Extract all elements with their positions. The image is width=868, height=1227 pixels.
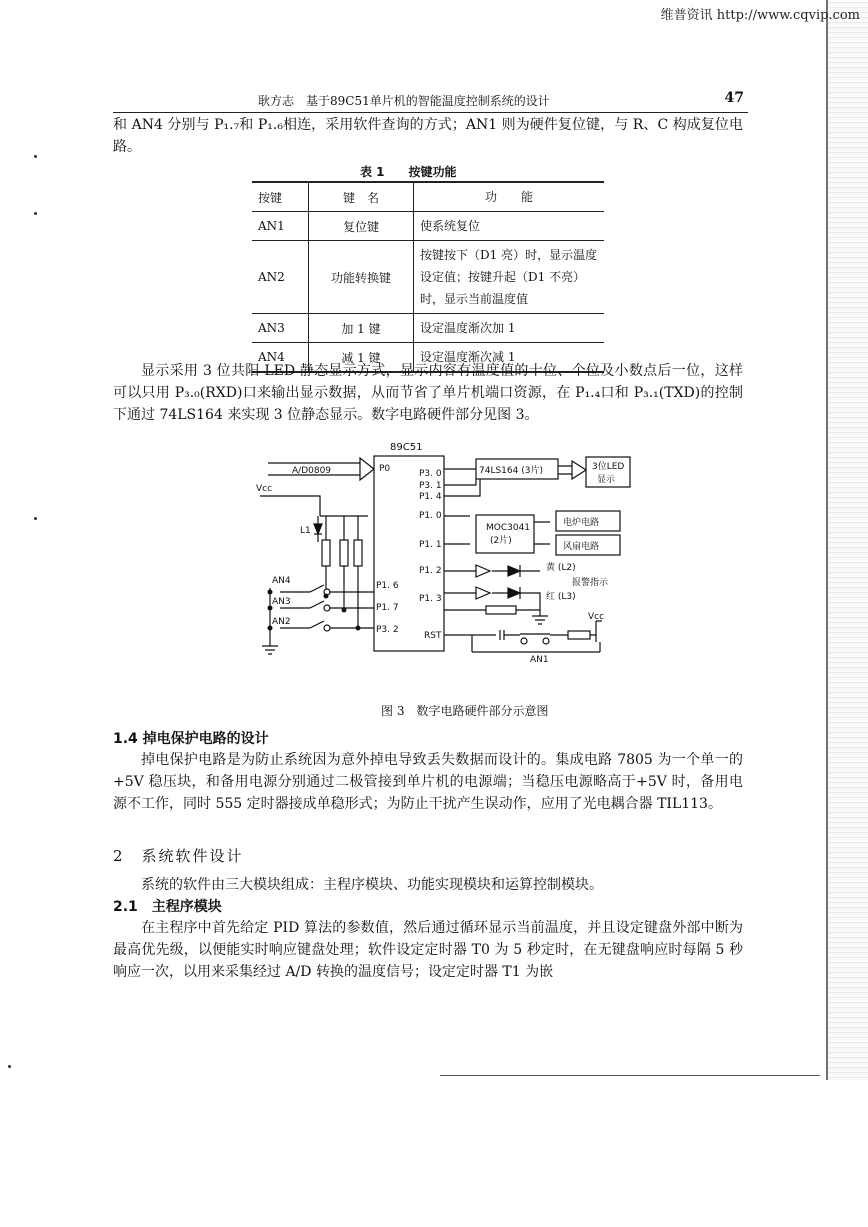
table-cell-key: AN4 [252,343,309,373]
vcc-right: Vcc [588,612,605,622]
moc-label-2: (2片) [490,536,512,546]
section-2-body: 系统的软件由三大模块组成：主程序模块、功能实现模块和运算控制模块。 [141,877,603,893]
section-2-title: 2 系统软件设计 [113,847,244,865]
yellow-label: 黄 (L2) [546,563,576,573]
figure-caption: 图 3 数字电路硬件部分示意图 [381,704,549,718]
pin-p14: P1. 4 [419,492,442,502]
table-cell-name: 复位键 [309,212,414,241]
table-header-name: 键 名 [309,182,414,212]
pin-p17: P1. 7 [376,603,399,613]
chip-label: 89C51 [390,442,423,453]
margin-mark [34,212,37,215]
table-header-row [252,182,604,212]
table-cell-function: 设定温度渐次减 1 [414,343,605,373]
table-header-key: 按键 [252,182,309,212]
table-cell-function: 使系统复位 [414,212,605,241]
key-an4: AN4 [272,576,291,586]
running-title: 耿方志 基于89C51单片机的智能温度控制系统的设计 [258,94,550,108]
shift-label: 74LS164 (3片) [479,466,543,476]
key-an2: AN2 [272,617,291,627]
paragraph-display: 显示采用 3 位共阳 LED 静态显示方式，显示内容有温度值的十位、个位及小数点后一位，这样可以只用 P₃.₀(RXD)口来输出显示数据，从而节省了单片机端口资源，在 P₁.₄口和 P₃.₁(TXD)的控制下通过 74LS164 来实现 3 位静态显示。数字电路硬件部分见图 3。 [113,363,743,423]
bus-arrow [360,458,374,480]
table-cell-key: AN2 [252,241,309,314]
adc-label: A/D0809 [292,466,332,476]
section-1-4-title: 1.4 掉电保护电路的设计 [113,731,269,747]
table-cell-function: 设定温度渐次加 1 [414,314,605,343]
pin-p31: P3. 1 [419,481,442,491]
red-label: 红 (L3) [546,592,576,602]
table-caption: 表 1 按键功能 [360,165,457,179]
vcc-left: Vcc [256,484,273,494]
table-cell-function: 按键按下（D1 亮）时，显示温度设定值；按键升起（D1 不亮）时，显示当前温度值 [414,241,605,314]
table-cell-name: 减 1 键 [309,343,414,373]
pin-p32: P3. 2 [376,625,399,635]
p0-label: P0 [379,464,391,474]
page-number: 47 [724,90,744,106]
led-label-1: 3位LED [592,462,625,472]
table-row [252,241,604,314]
section-2-1-body: 在主程序中首先给定 PID 算法的参数值，然后通过循环显示当前温度，并且设定键盘外部中断为最高优先级，以便能实时响应键盘处理；软件设定定时器 T0 为 5 秒定时，在无键盘响应时每隔 5 秒响应一次，以用来采集经过 A/D 转换的温度信号；设定定时器 T1 为嵌 [113,920,743,980]
key-an1: AN1 [530,655,549,665]
table-cell-name: 加 1 键 [309,314,414,343]
table-header-function: 功 能 [414,182,605,212]
key-an3: AN3 [272,597,291,607]
fan-label: 风扇电路 [563,542,600,552]
margin-mark [8,1065,11,1068]
bottom-rule [440,1075,820,1076]
scan-edge [826,0,868,1080]
watermark: 维普资讯 http://www.cqvip.com [660,8,860,23]
circuit-diagram [250,438,650,666]
moc-box [476,515,534,553]
pin-p11: P1. 1 [419,540,442,550]
moc-label-1: MOC3041 [486,523,531,533]
table-cell-name: 功能转换键 [309,241,414,314]
pin-p30: P3. 0 [419,469,442,479]
table-row [252,212,604,241]
pin-rst: RST [424,631,442,641]
furnace-label: 电炉电路 [563,518,600,528]
section-2-1-title: 2.1 主程序模块 [113,899,222,915]
pin-p10: P1. 0 [419,511,442,521]
paragraph-keys-intro: 和 AN4 分别与 P₁.₇和 P₁.₆相连，采用软件查询的方式；AN1 则为硬件复位键，与 R、C 构成复位电路。 [113,117,743,155]
led-label-2: 显示 [597,475,616,485]
pin-p16: P1. 6 [376,581,399,591]
pin-p13: P1. 3 [419,594,442,604]
table-row [252,314,604,343]
table-cell-key: AN1 [252,212,309,241]
alarm-label: 报警指示 [572,578,609,588]
table-cell-key: AN3 [252,314,309,343]
margin-mark [34,155,37,158]
key-function-table [252,181,604,373]
page-header [113,90,748,113]
section-1-4-body: 掉电保护电路是为防止系统因为意外掉电导致丢失数据而设计的。集成电路 7805 为一个单一的+5V 稳压块，和备用电源分别通过二极管接到单片机的电源端；当稳压电源略高于+5V 时，备用电源不工作，同时 555 定时器接成单稳形式；为防止干扰产生误动作，应用了光电耦合器 TIL113。 [113,752,743,812]
margin-mark [34,517,37,520]
l1-label: L1 [300,526,311,536]
pin-p12: P1. 2 [419,566,442,576]
